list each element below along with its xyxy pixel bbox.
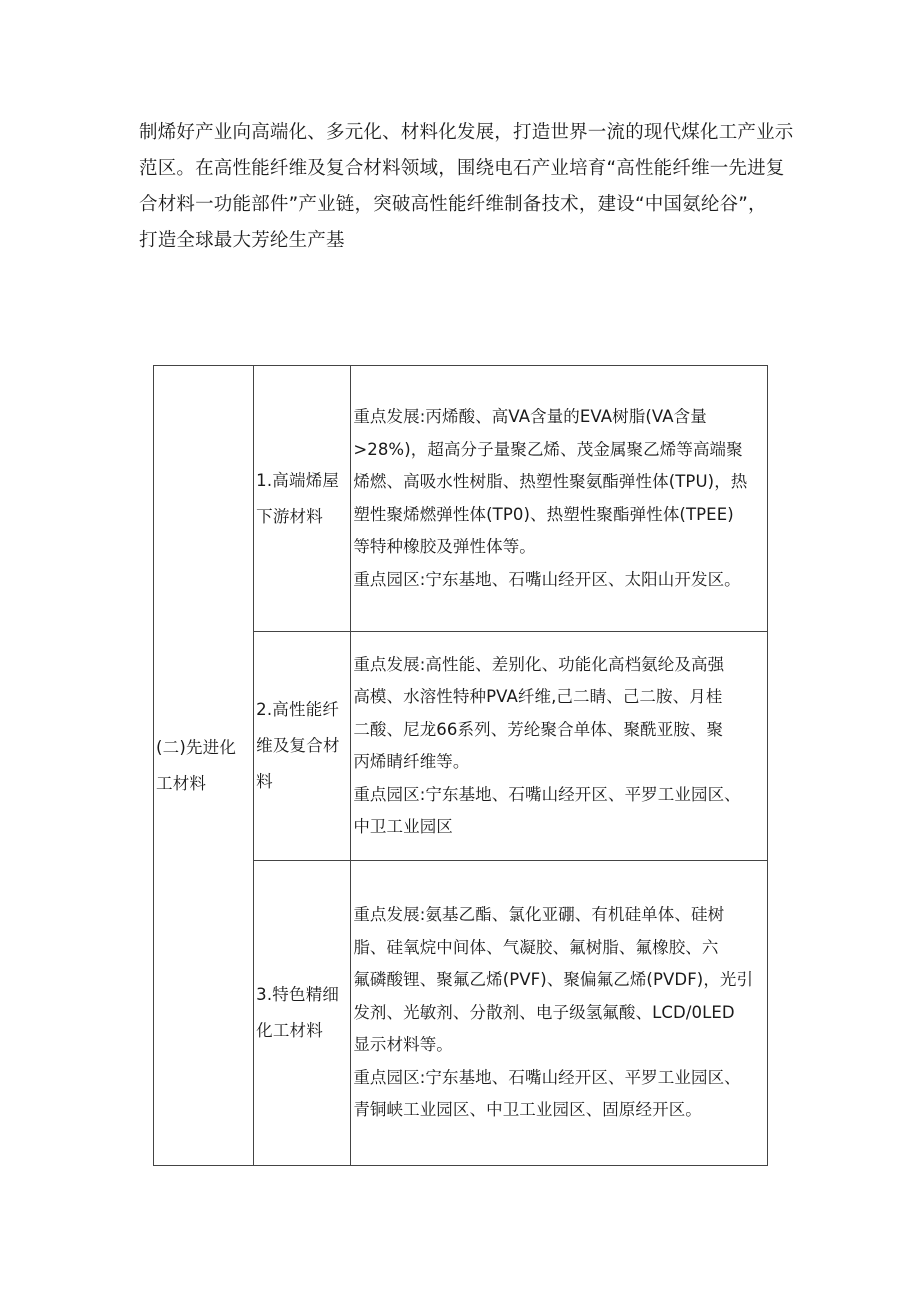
detail-line: 重点发展:丙烯酸、高VA含量的EVA树脂(VA含量 [353,407,707,426]
subcategory-label-line: 3.特色精细 [256,985,340,1004]
materials-table [153,365,768,1166]
subcategory-cell [254,632,351,861]
subcategory-label-line: 料 [256,772,273,791]
detail-line: 中卫工业园区 [353,817,453,836]
detail-line: >28%)，超高分子量聚乙烯、茂金属聚乙烯等高端聚 [353,439,743,459]
intro-line: 打造全球最大芳纶生产基 [139,230,345,251]
detail-line: 重点园区:宁东基地、石嘴山经开区、太阳山开发区。 [353,569,741,589]
table-row [154,366,768,632]
detail-line: 发剂、光敏剂、分散剂、电子级氢氟酸、LCD/0LED [353,1002,735,1022]
detail-line: 二酸、尼龙66系列、芳纶聚合单体、聚酰亚胺、聚 [353,719,724,739]
intro-line: 范区。在高性能纤维及复合材料领域，围绕电石产业培育“高性能纤维一先进复 [139,158,785,179]
detail-cell [351,366,768,632]
detail-line: 显示材料等。 [353,1035,453,1055]
detail-line: 高模、水溶性特种PVA纤维,己二睛、己二胺、月桂 [353,687,723,706]
detail-cell [351,632,768,861]
detail-line: 重点发展:高性能、差别化、功能化高档氨纶及高强 [353,654,725,674]
subcategory-label-line: 维及复合材 [256,736,340,755]
detail-line: 等特种橡胶及弹性体等。 [353,537,536,556]
intro-line: 制烯好产业向高端化、多元化、材料化发展，打造世界一流的现代煤化工产业示 [139,122,794,143]
detail-line: 塑性聚烯燃弹性体(TP0)、热塑性聚酯弹性体(TPEE) [353,504,734,524]
detail-line: 丙烯睛纤维等。 [353,752,470,771]
subcategory-label-line: 2.高性能纤 [256,700,340,719]
subcategory-cell [254,861,351,1166]
category-label-line: (二)先进化 [156,737,237,757]
detail-line: 烯燃、高吸水性树脂、热塑性聚氨酯弹性体(TPU)，热 [353,472,748,491]
detail-line: 脂、硅氧烷中间体、气凝胶、氟树脂、氟橡胶、六 [353,937,719,957]
detail-line: 青铜峡工业园区、中卫工业园区、固原经开区。 [353,1100,702,1120]
intro-line: 合材料一功能部件”产业链，突破高性能纤维制备技术，建设“中国氨纶谷”， [139,194,767,215]
detail-line: 重点园区:宁东基地、石嘴山经开区、平罗工业园区、 [353,784,741,804]
detail-cell [351,861,768,1166]
subcategory-label-line: 下游材料 [256,506,323,526]
subcategory-label-line: 1.高端烯屋 [256,470,340,490]
subcategory-cell [254,366,351,632]
detail-line: 重点发展:氨基乙酯、氯化亚硼、有机硅单体、硅树 [353,905,725,925]
category-cell [154,366,254,1166]
detail-line: 重点园区:宁东基地、石嘴山经开区、平罗工业园区、 [353,1067,741,1087]
category-label-line: 工材料 [156,773,207,793]
detail-line: 氟磷酸锂、聚氟乙烯(PVF)、聚偏氟乙烯(PVDF)，光引 [353,970,754,990]
subcategory-label-line: 化工材料 [256,1021,323,1040]
intro-paragraph [139,115,794,259]
